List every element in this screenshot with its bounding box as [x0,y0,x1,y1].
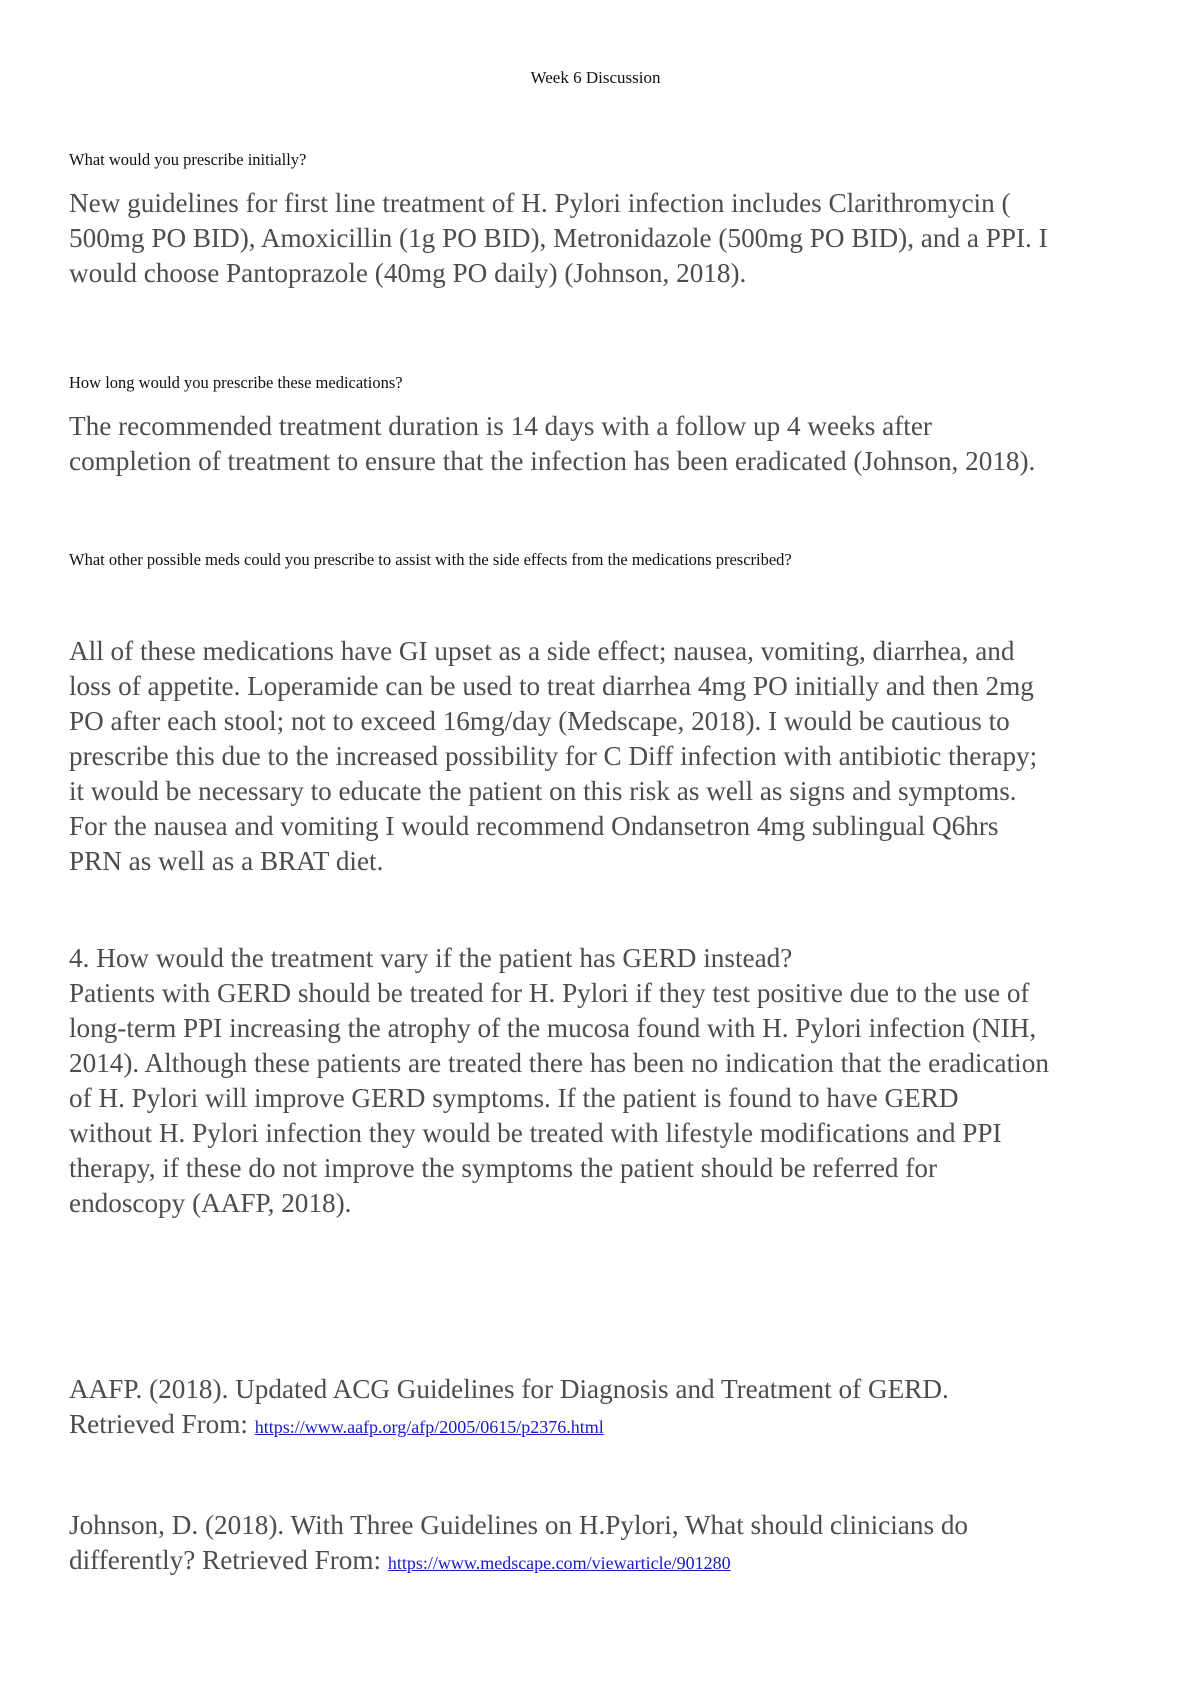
reference-aafp [69,1372,949,1445]
reference-johnson [69,1508,968,1581]
answer-1-line: New guidelines for first line treatment of H. Pylori infection includes Clarithromycin ( [69,188,1011,218]
answer-1-line: would choose Pantoprazole (40mg PO daily) (Johnson, 2018). [69,258,747,288]
reference-retrieved-line [69,1407,949,1445]
answer-3-line: All of these medications have GI upset as a side effect; nausea, vomiting, diarrhea, and [69,636,1015,666]
answer-3-line: PRN as well as a BRAT diet. [69,846,384,876]
reference-link[interactable]: https://www.aafp.org/afp/2005/0615/p2376.html [254,1417,604,1437]
answer-4-line: long-term PPI increasing the atrophy of the mucosa found with H. Pylori infection (NIH, [69,1013,1037,1043]
page-title: Week 6 Discussion [530,68,661,87]
question-4-heading: 4. How would the treatment vary if the patient has GERD instead? [69,943,793,973]
reference-retrieved-label: Retrieved From: [69,1409,255,1439]
question-2: How long would you prescribe these medications? [69,373,403,392]
reference-link[interactable]: https://www.medscape.com/viewarticle/901280 [387,1553,731,1573]
answer-3-line: it would be necessary to educate the patient on this risk as well as signs and symptoms. [69,776,1017,806]
reference-text: Johnson, D. (2018). With Three Guidelines on H.Pylori, What should clinicians do [69,1510,969,1540]
answer-4-line: without H. Pylori infection they would be treated with lifestyle modifications and PPI [69,1118,1002,1148]
answer-3-line: For the nausea and vomiting I would recommend Ondansetron 4mg sublingual Q6hrs [69,811,999,841]
answer-4-line: of H. Pylori will improve GERD symptoms. If the patient is found to have GERD [69,1083,959,1113]
answer-4-line: Patients with GERD should be treated for H. Pylori if they test positive due to the use of [69,978,1030,1008]
answer-3-line: PO after each stool; not to exceed 16mg/day (Medscape, 2018). I would be cautious to [69,706,1010,736]
answer-4-line: therapy, if these do not improve the symptoms the patient should be referred for [69,1153,937,1183]
answer-4-line: endoscopy (AAFP, 2018). [69,1188,352,1218]
answer-2 [69,409,1139,479]
answer-2-line: The recommended treatment duration is 14 days with a follow up 4 weeks after [69,411,932,441]
answer-1-line: 500mg PO BID), Amoxicillin (1g PO BID), Metronidazole (500mg PO BID), and a PPI. I [69,223,1048,253]
answer-1 [69,186,1139,291]
reference-retrieved-line [69,1543,968,1581]
answer-3-line: loss of appetite. Loperamide can be used to treat diarrhea 4mg PO initially and then 2mg [69,671,1034,701]
answer-4 [69,941,1139,1221]
reference-text: AAFP. (2018). Updated ACG Guidelines for Diagnosis and Treatment of GERD. [69,1374,949,1404]
answer-4-line: 2014). Although these patients are treated there has been no indication that the eradication [69,1048,1049,1078]
answer-3 [69,634,1139,879]
reference-retrieved-label: differently? Retrieved From: [69,1545,388,1575]
question-1: What would you prescribe initially? [69,150,307,169]
answer-2-line: completion of treatment to ensure that the infection has been eradicated (Johnson, 2018). [69,446,1036,476]
answer-3-line: prescribe this due to the increased possibility for C Diff infection with antibiotic therapy; [69,741,1038,771]
question-3: What other possible meds could you prescribe to assist with the side effects from the medications prescribed? [69,550,792,569]
